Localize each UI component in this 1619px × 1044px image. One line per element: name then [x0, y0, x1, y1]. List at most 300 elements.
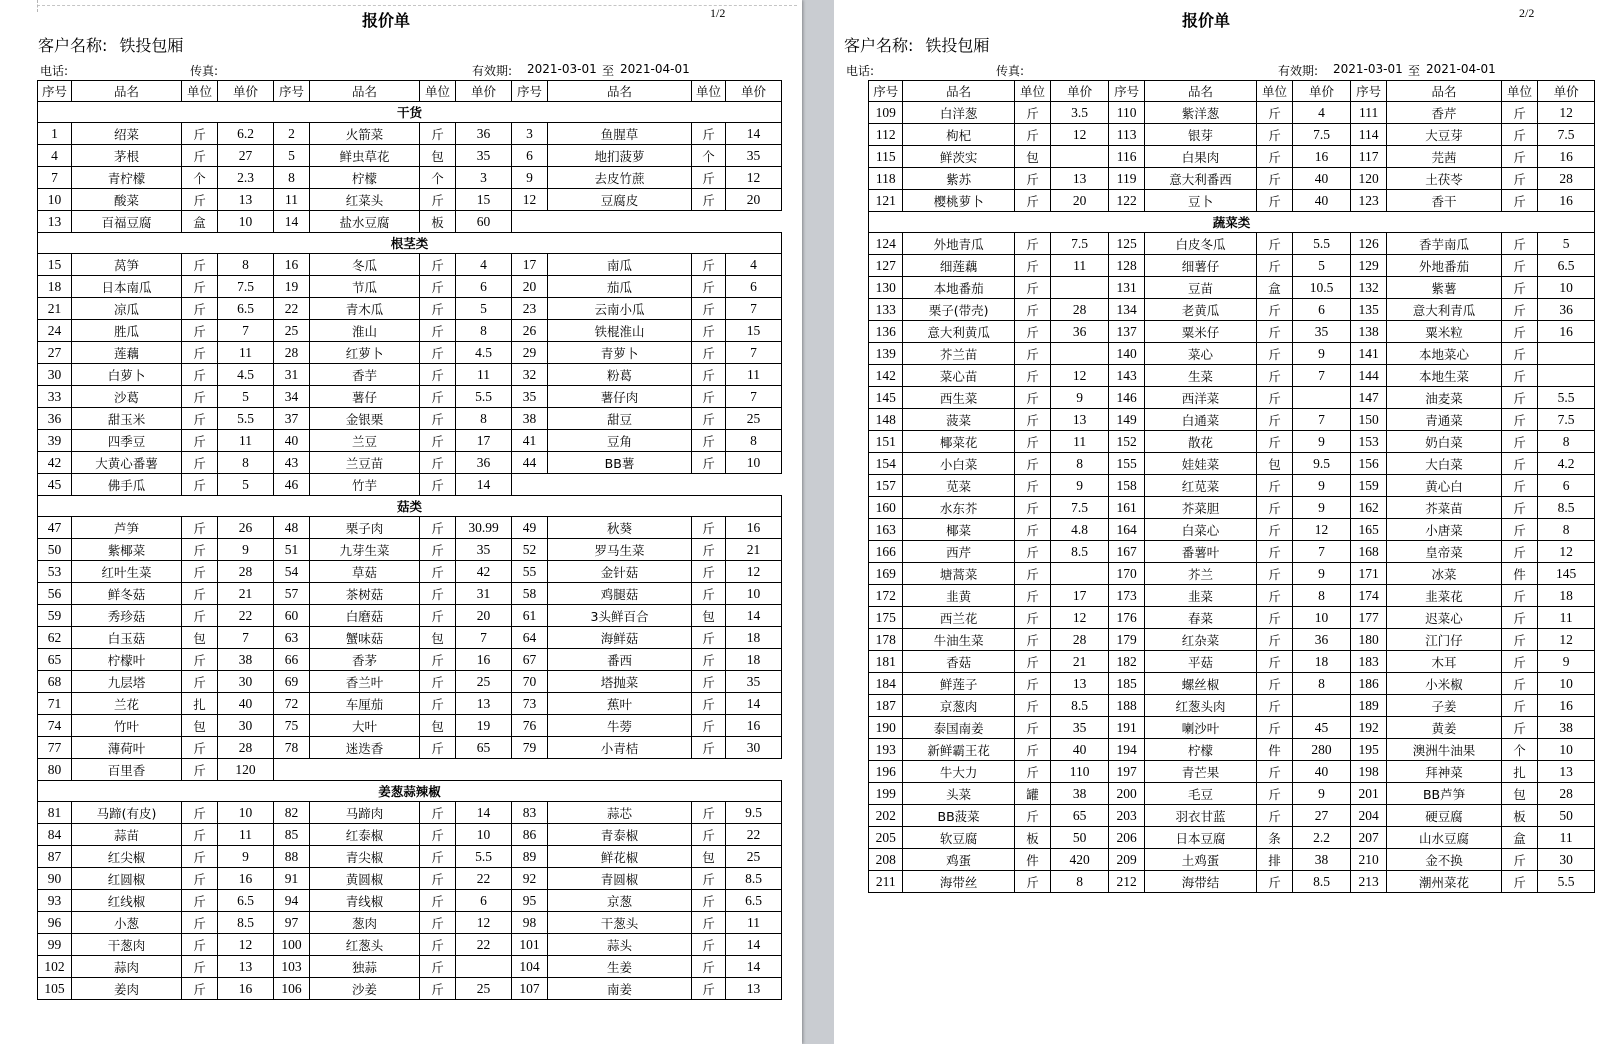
page-number: 1/2	[710, 6, 726, 20]
item-price: 40	[1293, 761, 1351, 783]
item-no: 72	[274, 693, 310, 715]
item-price: 5.5	[218, 408, 274, 430]
table-row	[869, 233, 1595, 255]
item-name: 白洋葱	[903, 102, 1014, 124]
item-no: 9	[512, 167, 548, 189]
item-price: 11	[218, 430, 274, 452]
item-no: 41	[512, 430, 548, 452]
item-name: 鲜冬菇	[72, 583, 182, 605]
item-price: 13	[1051, 673, 1109, 695]
item-name: 蒜肉	[72, 956, 182, 978]
item-unit: 扎	[182, 693, 218, 715]
item-no: 99	[38, 934, 72, 956]
item-no: 102	[38, 956, 72, 978]
item-no: 50	[38, 539, 72, 561]
column-header: 序号	[1350, 81, 1386, 102]
item-unit: 斤	[1256, 475, 1292, 497]
item-no: 52	[512, 539, 548, 561]
item-unit: 斤	[1256, 563, 1292, 585]
item-unit: 斤	[420, 890, 456, 912]
table-row	[869, 299, 1595, 321]
item-no: 138	[1350, 321, 1386, 343]
item-no: 54	[274, 561, 310, 583]
item-unit: 斤	[182, 452, 218, 474]
item-unit: 件	[1256, 739, 1292, 761]
item-no: 149	[1108, 409, 1144, 431]
item-price: 4.2	[1538, 453, 1595, 475]
item-no: 27	[38, 342, 72, 364]
item-unit: 斤	[1014, 673, 1050, 695]
item-unit: 斤	[1501, 849, 1537, 871]
table-row	[869, 343, 1595, 365]
item-price: 7.5	[1538, 409, 1595, 431]
section-header-row	[38, 233, 782, 254]
item-unit: 斤	[692, 627, 726, 649]
item-no: 38	[512, 408, 548, 430]
table-row	[869, 146, 1595, 168]
table-row	[38, 868, 782, 890]
item-no: 25	[274, 320, 310, 342]
column-header: 序号	[274, 81, 310, 102]
item-unit: 斤	[1256, 190, 1292, 212]
item-price	[1051, 277, 1109, 299]
column-header: 单价	[726, 81, 782, 102]
item-price: 8.5	[1051, 541, 1109, 563]
item-price: 38	[218, 649, 274, 671]
item-unit: 斤	[182, 386, 218, 408]
item-no: 15	[38, 254, 72, 276]
item-unit: 斤	[182, 649, 218, 671]
item-name: 海鲜菇	[548, 627, 692, 649]
item-name: 茅根	[72, 145, 182, 167]
item-no: 170	[1108, 563, 1144, 585]
item-price: 42	[456, 561, 512, 583]
item-price: 7	[726, 342, 782, 364]
item-price: 11	[1538, 827, 1595, 849]
item-unit: 斤	[182, 605, 218, 627]
item-price: 5.5	[456, 386, 512, 408]
item-unit: 斤	[1501, 233, 1537, 255]
item-price: 8.5	[1293, 871, 1351, 893]
item-name: 白萝卜	[72, 364, 182, 386]
item-unit: 斤	[1256, 717, 1292, 739]
item-no: 97	[274, 912, 310, 934]
item-name: 绍菜	[72, 123, 182, 145]
item-price	[1051, 563, 1109, 585]
item-no: 150	[1350, 409, 1386, 431]
item-price: 9	[1293, 475, 1351, 497]
item-no: 180	[1350, 629, 1386, 651]
item-unit: 斤	[1256, 321, 1292, 343]
item-price: 14	[726, 934, 782, 956]
item-name: 3头鲜百合	[548, 605, 692, 627]
item-name: 螺丝椒	[1145, 673, 1256, 695]
item-price: 8	[1293, 673, 1351, 695]
item-unit: 斤	[1014, 255, 1050, 277]
item-name: 芥菜苗	[1387, 497, 1501, 519]
item-name: 牛蒡	[548, 715, 692, 737]
table-row	[869, 871, 1595, 893]
item-no: 213	[1350, 871, 1386, 893]
item-unit: 斤	[1014, 387, 1050, 409]
item-no: 127	[869, 255, 903, 277]
item-name: 沙葛	[72, 386, 182, 408]
item-name: 本地番茄	[903, 277, 1014, 299]
item-name: 独蒜	[310, 956, 420, 978]
item-price: 14	[726, 605, 782, 627]
validity-end-date: 2021-04-01	[620, 62, 690, 76]
item-name: 青木瓜	[310, 298, 420, 320]
item-price: 7	[218, 627, 274, 649]
item-unit: 斤	[692, 956, 726, 978]
item-price: 65	[1051, 805, 1109, 827]
table-row	[38, 583, 782, 605]
item-price: 7	[726, 386, 782, 408]
item-name: 京葱	[548, 890, 692, 912]
item-unit: 件	[1014, 849, 1050, 871]
item-name: 樱桃萝卜	[903, 190, 1014, 212]
item-unit: 斤	[1501, 541, 1537, 563]
item-no: 200	[1108, 783, 1144, 805]
item-no: 191	[1108, 717, 1144, 739]
item-no: 205	[869, 827, 903, 849]
table-row	[869, 629, 1595, 651]
page-gutter	[802, 0, 834, 1044]
item-no: 203	[1108, 805, 1144, 827]
customer-name: 铁投包厢	[119, 36, 184, 55]
item-no: 196	[869, 761, 903, 783]
item-name: 日本豆腐	[1145, 827, 1256, 849]
item-unit: 板	[1501, 805, 1537, 827]
item-price: 50	[1538, 805, 1595, 827]
validity-end-date: 2021-04-01	[1426, 62, 1496, 76]
page-title: 报价单	[1182, 11, 1231, 30]
item-no: 137	[1108, 321, 1144, 343]
table-row	[869, 651, 1595, 673]
item-name: 竹叶	[72, 715, 182, 737]
item-no: 168	[1350, 541, 1386, 563]
table-row	[869, 277, 1595, 299]
item-price: 16	[218, 868, 274, 890]
item-unit: 斤	[182, 517, 218, 539]
item-price: 10	[1538, 739, 1595, 761]
section-title: 姜葱蒜辣椒	[38, 781, 782, 802]
item-unit: 斤	[1014, 277, 1050, 299]
item-no: 176	[1108, 607, 1144, 629]
item-name: 西芹	[903, 541, 1014, 563]
item-unit: 斤	[182, 912, 218, 934]
table-row	[869, 739, 1595, 761]
item-no: 64	[512, 627, 548, 649]
item-unit: 斤	[420, 561, 456, 583]
item-no: 157	[869, 475, 903, 497]
item-unit: 斤	[1256, 673, 1292, 695]
section-title: 根茎类	[38, 233, 782, 254]
item-no: 173	[1108, 585, 1144, 607]
item-price: 22	[218, 605, 274, 627]
item-price: 10	[456, 824, 512, 846]
item-unit: 斤	[1256, 365, 1292, 387]
table-row	[38, 408, 782, 430]
table-row	[38, 605, 782, 627]
item-unit: 斤	[420, 978, 456, 1000]
empty-cell	[274, 759, 782, 781]
item-no: 26	[512, 320, 548, 342]
item-name: 红萝卜	[310, 342, 420, 364]
item-name: 香芋	[310, 364, 420, 386]
item-no: 6	[512, 145, 548, 167]
item-no: 156	[1350, 453, 1386, 475]
item-no: 119	[1108, 168, 1144, 190]
item-unit: 斤	[1256, 629, 1292, 651]
item-unit: 斤	[692, 452, 726, 474]
item-no: 43	[274, 452, 310, 474]
item-price	[1051, 146, 1109, 168]
item-no: 143	[1108, 365, 1144, 387]
item-price: 5.5	[1538, 871, 1595, 893]
table-row	[38, 167, 782, 189]
item-no: 201	[1350, 783, 1386, 805]
item-name: 白通菜	[1145, 409, 1256, 431]
table-row	[38, 846, 782, 868]
item-unit: 包	[182, 627, 218, 649]
item-unit: 斤	[1014, 453, 1050, 475]
item-price: 6.5	[218, 298, 274, 320]
empty-cell	[512, 474, 782, 496]
item-no: 140	[1108, 343, 1144, 365]
item-name: 去皮竹蔗	[548, 167, 692, 189]
item-no: 197	[1108, 761, 1144, 783]
item-no: 172	[869, 585, 903, 607]
item-unit: 包	[692, 605, 726, 627]
column-header: 单价	[1051, 81, 1109, 102]
item-price: 8.5	[726, 868, 782, 890]
item-price: 20	[456, 605, 512, 627]
item-name: 青泰椒	[548, 824, 692, 846]
item-unit: 斤	[1256, 519, 1292, 541]
item-no: 101	[512, 934, 548, 956]
table-row	[869, 717, 1595, 739]
item-price: 8.5	[218, 912, 274, 934]
item-no: 134	[1108, 299, 1144, 321]
item-name: 菜心	[1145, 343, 1256, 365]
item-price: 5	[218, 386, 274, 408]
item-name: 栗子肉	[310, 517, 420, 539]
phone-label: 电话:	[40, 64, 69, 78]
item-price: 30	[218, 715, 274, 737]
item-unit: 斤	[692, 123, 726, 145]
item-unit: 斤	[692, 167, 726, 189]
item-price: 35	[1293, 321, 1351, 343]
item-unit: 斤	[1501, 673, 1537, 695]
item-name: 鲜茨实	[903, 146, 1014, 168]
item-name: 黄圆椒	[310, 868, 420, 890]
item-price: 36	[456, 123, 512, 145]
item-unit: 包	[420, 627, 456, 649]
item-name: 蒜苗	[72, 824, 182, 846]
item-unit: 斤	[182, 868, 218, 890]
item-unit: 斤	[692, 978, 726, 1000]
item-no: 34	[274, 386, 310, 408]
item-name: 木耳	[1387, 651, 1501, 673]
item-name: 鱼腥草	[548, 123, 692, 145]
item-unit: 斤	[1014, 739, 1050, 761]
item-unit: 斤	[1256, 431, 1292, 453]
item-no: 68	[38, 671, 72, 693]
item-name: 红线椒	[72, 890, 182, 912]
item-unit: 斤	[1256, 343, 1292, 365]
item-no: 182	[1108, 651, 1144, 673]
item-unit: 斤	[1256, 102, 1292, 124]
item-name: 云南小瓜	[548, 298, 692, 320]
table-row	[38, 276, 782, 298]
item-price: 14	[726, 693, 782, 715]
item-no: 10	[38, 189, 72, 211]
item-unit: 斤	[1014, 475, 1050, 497]
item-unit: 斤	[692, 715, 726, 737]
item-name: 本地菜心	[1387, 343, 1501, 365]
item-name: 日本南瓜	[72, 276, 182, 298]
item-name: 酸菜	[72, 189, 182, 211]
item-unit: 斤	[182, 342, 218, 364]
item-price: 7	[1293, 541, 1351, 563]
column-header: 单价	[1293, 81, 1351, 102]
item-no: 74	[38, 715, 72, 737]
item-name: 小唐菜	[1387, 519, 1501, 541]
item-price: 5.5	[1293, 233, 1351, 255]
item-name: 粉葛	[548, 364, 692, 386]
item-no: 177	[1350, 607, 1386, 629]
table-row	[869, 761, 1595, 783]
item-price: 36	[456, 452, 512, 474]
item-unit: 包	[1256, 453, 1292, 475]
item-price: 420	[1051, 849, 1109, 871]
table-row	[38, 715, 782, 737]
item-no: 120	[1350, 168, 1386, 190]
item-price: 9	[1051, 387, 1109, 409]
item-unit: 斤	[420, 298, 456, 320]
item-price: 9	[1051, 475, 1109, 497]
item-unit: 斤	[420, 605, 456, 627]
item-no: 30	[38, 364, 72, 386]
item-no: 136	[869, 321, 903, 343]
item-name: 江门仔	[1387, 629, 1501, 651]
item-price: 28	[1538, 168, 1595, 190]
item-no: 165	[1350, 519, 1386, 541]
item-no: 132	[1350, 277, 1386, 299]
item-no: 128	[1108, 255, 1144, 277]
item-price: 35	[726, 145, 782, 167]
item-no: 58	[512, 583, 548, 605]
item-price: 6	[1538, 475, 1595, 497]
item-no: 174	[1350, 585, 1386, 607]
item-no: 111	[1350, 102, 1386, 124]
item-unit: 斤	[1256, 541, 1292, 563]
item-unit: 斤	[692, 342, 726, 364]
item-name: 秀珍菇	[72, 605, 182, 627]
item-name: 枸杞	[903, 124, 1014, 146]
item-name: 外地番茄	[1387, 255, 1501, 277]
item-unit: 斤	[692, 824, 726, 846]
item-no: 158	[1108, 475, 1144, 497]
item-unit: 斤	[1256, 585, 1292, 607]
item-price: 6	[456, 890, 512, 912]
item-name: 香菇	[903, 651, 1014, 673]
item-price: 12	[456, 912, 512, 934]
table-header-row	[869, 81, 1595, 102]
item-name: 盐水豆腐	[310, 211, 420, 233]
item-no: 154	[869, 453, 903, 475]
item-name: 小葱	[72, 912, 182, 934]
item-no: 91	[274, 868, 310, 890]
item-name: 鸡蛋	[903, 849, 1014, 871]
column-header: 品名	[548, 81, 692, 102]
item-unit: 斤	[182, 561, 218, 583]
item-unit: 斤	[182, 824, 218, 846]
item-price: 14	[726, 123, 782, 145]
column-header: 品名	[1387, 81, 1501, 102]
item-name: 鸡腿菇	[548, 583, 692, 605]
item-no: 75	[274, 715, 310, 737]
item-unit: 斤	[1256, 233, 1292, 255]
item-price: 9	[1293, 783, 1351, 805]
item-unit: 斤	[692, 561, 726, 583]
item-price: 21	[218, 583, 274, 605]
item-no: 122	[1108, 190, 1144, 212]
item-price: 12	[218, 934, 274, 956]
item-price: 28	[1051, 299, 1109, 321]
item-price: 6.5	[1538, 255, 1595, 277]
item-name: 潮州菜花	[1387, 871, 1501, 893]
item-no: 77	[38, 737, 72, 759]
item-price: 7.5	[218, 276, 274, 298]
item-no: 105	[38, 978, 72, 1000]
table-row	[38, 671, 782, 693]
item-no: 153	[1350, 431, 1386, 453]
item-unit: 斤	[1501, 717, 1537, 739]
table-row	[38, 802, 782, 824]
table-row	[869, 607, 1595, 629]
item-name: 节瓜	[310, 276, 420, 298]
validity-label: 有效期:	[472, 64, 513, 78]
item-no: 194	[1108, 739, 1144, 761]
item-name: 细薯仔	[1145, 255, 1256, 277]
item-name: 喇沙叶	[1145, 717, 1256, 739]
item-no: 117	[1350, 146, 1386, 168]
item-name: 蒜芯	[548, 802, 692, 824]
item-name: BB菠菜	[903, 805, 1014, 827]
item-price: 4	[456, 254, 512, 276]
item-no: 11	[274, 189, 310, 211]
item-name: 大黄心番薯	[72, 452, 182, 474]
table-row	[869, 190, 1595, 212]
item-name: 新鲜霸王花	[903, 739, 1014, 761]
item-price: 12	[1538, 629, 1595, 651]
item-no: 155	[1108, 453, 1144, 475]
item-unit: 斤	[692, 737, 726, 759]
item-price: 8	[1051, 453, 1109, 475]
item-price: 9	[1293, 497, 1351, 519]
item-price: 120	[218, 759, 274, 781]
item-name: 红葱头肉	[1145, 695, 1256, 717]
column-header: 序号	[38, 81, 72, 102]
item-price: 38	[1538, 717, 1595, 739]
item-unit: 斤	[1501, 475, 1537, 497]
item-price: 36	[1538, 299, 1595, 321]
item-name: 芥兰苗	[903, 343, 1014, 365]
item-price: 2.2	[1293, 827, 1351, 849]
item-unit: 斤	[182, 298, 218, 320]
